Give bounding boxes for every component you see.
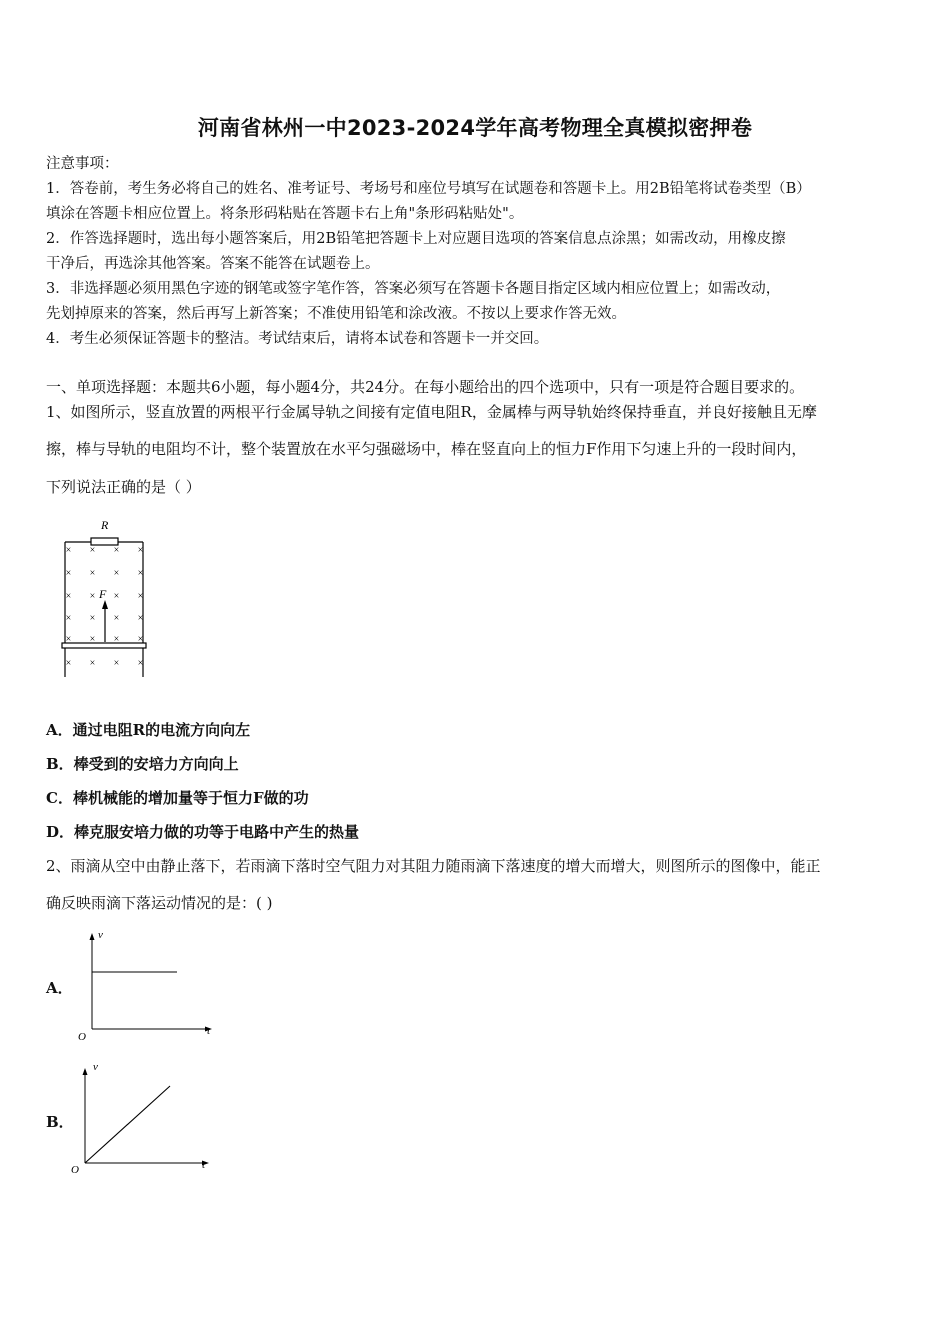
notice-line: 4．考生必须保证答题卡的整洁。考试结束后，请将本试卷和答题卡一并交回。 (46, 331, 549, 347)
question-2-line: 2、雨滴从空中由静止落下，若雨滴下落时空气阻力对其阻力随雨滴下落速度的增大而增大，则图所示的图像中，能正 (46, 857, 821, 875)
force-label: F (99, 587, 107, 601)
notice-line: 干净后，再选涂其他答案。答案不能答在试题卷上。 (46, 256, 380, 272)
svg-text:×: × (89, 591, 96, 602)
notice-line: 1．答卷前，考生务必将自己的姓名、准考证号、考场号和座位号填写在试题卷和答题卡上。用2B铅笔将试卷类型（B） (46, 181, 811, 197)
resistor-symbol (91, 538, 118, 545)
notice-line: 填涂在答题卡相应位置上。将条形码粘贴在答题卡右上角"条形码粘贴处"。 (46, 206, 524, 222)
graph-a-x-label: t (207, 1025, 211, 1037)
svg-text:×: × (137, 658, 144, 669)
notice-line: 2．作答选择题时，选出每小题答案后，用2B铅笔把答题卡上对应题目选项的答案信息点涂黑；如需改动，用橡皮擦 (46, 231, 786, 247)
svg-text:×: × (89, 568, 96, 579)
page-title: 河南省林州一中2023-2024学年高考物理全真模拟密押卷 (197, 116, 753, 140)
svg-text:×: × (89, 613, 96, 624)
svg-text:×: × (137, 634, 144, 645)
option-a: A．通过电阻R的电流方向向左 (46, 721, 251, 739)
resistor-label: R (101, 518, 109, 532)
svg-text:×: × (89, 634, 96, 645)
svg-text:×: × (113, 568, 120, 579)
svg-text:×: × (113, 545, 120, 556)
svg-text:×: × (137, 568, 144, 579)
svg-text:×: × (65, 568, 72, 579)
svg-text:×: × (65, 591, 72, 602)
graph-a-velocity-time (70, 925, 220, 1045)
notice-line: 3．非选择题必须用黑色字迹的钢笔或签字笔作答，答案必须写在答题卡各题目指定区域内相应位置上；如需改动， (46, 281, 781, 297)
svg-text:×: × (113, 591, 120, 602)
question-2-line: 确反映雨滴下落运动情况的是：( ) (46, 894, 273, 912)
svg-text:×: × (65, 613, 72, 624)
graph-b-y-label: v (93, 1061, 98, 1073)
question-1-line: 1、如图所示，竖直放置的两根平行金属导轨之间接有定值电阻R，金属棒与两导轨始终保持垂直，并良好接触且无摩 (46, 403, 817, 421)
metal-bar (62, 643, 146, 648)
graph-b-option-label: B． (46, 1113, 74, 1131)
svg-text:×: × (89, 658, 96, 669)
graph-b-velocity-time (65, 1058, 220, 1178)
svg-text:×: × (113, 634, 120, 645)
svg-text:×: × (137, 613, 144, 624)
option-b: B．棒受到的安培力方向向上 (46, 755, 239, 773)
svg-text:×: × (65, 545, 72, 556)
svg-text:×: × (113, 658, 120, 669)
option-d: D．棒克服安培力做的功等于电路中产生的热量 (46, 823, 360, 841)
notice-heading: 注意事项： (46, 156, 119, 172)
graph-a-option-label: A． (46, 979, 73, 997)
svg-text:×: × (137, 545, 144, 556)
question-1-line: 擦，棒与导轨的电阻均不计，整个装置放在水平匀强磁场中，棒在竖直向上的恒力F作用下匀速上升的一段时间内， (46, 440, 807, 458)
option-c: C．棒机械能的增加量等于恒力F做的功 (46, 789, 309, 807)
svg-text:×: × (89, 545, 96, 556)
section-heading: 一、单项选择题：本题共6小题，每小题4分，共24分。在每小题给出的四个选项中，只有一项是符合题目要求的。 (46, 378, 805, 396)
svg-text:×: × (113, 613, 120, 624)
graph-b-x-label: t (202, 1159, 206, 1171)
svg-text:×: × (65, 658, 72, 669)
graph-b-origin: O (71, 1164, 79, 1176)
question-1-figure (55, 512, 155, 682)
svg-text:×: × (65, 634, 72, 645)
graph-a-origin: O (78, 1031, 86, 1043)
graph-a-y-label: v (98, 929, 103, 941)
question-1-line: 下列说法正确的是（ ） (46, 478, 201, 496)
notice-line: 先划掉原来的答案，然后再写上新答案；不准使用铅笔和涂改液。不按以上要求作答无效。 (46, 306, 626, 322)
svg-text:×: × (137, 591, 144, 602)
graph-b-line (85, 1086, 170, 1163)
